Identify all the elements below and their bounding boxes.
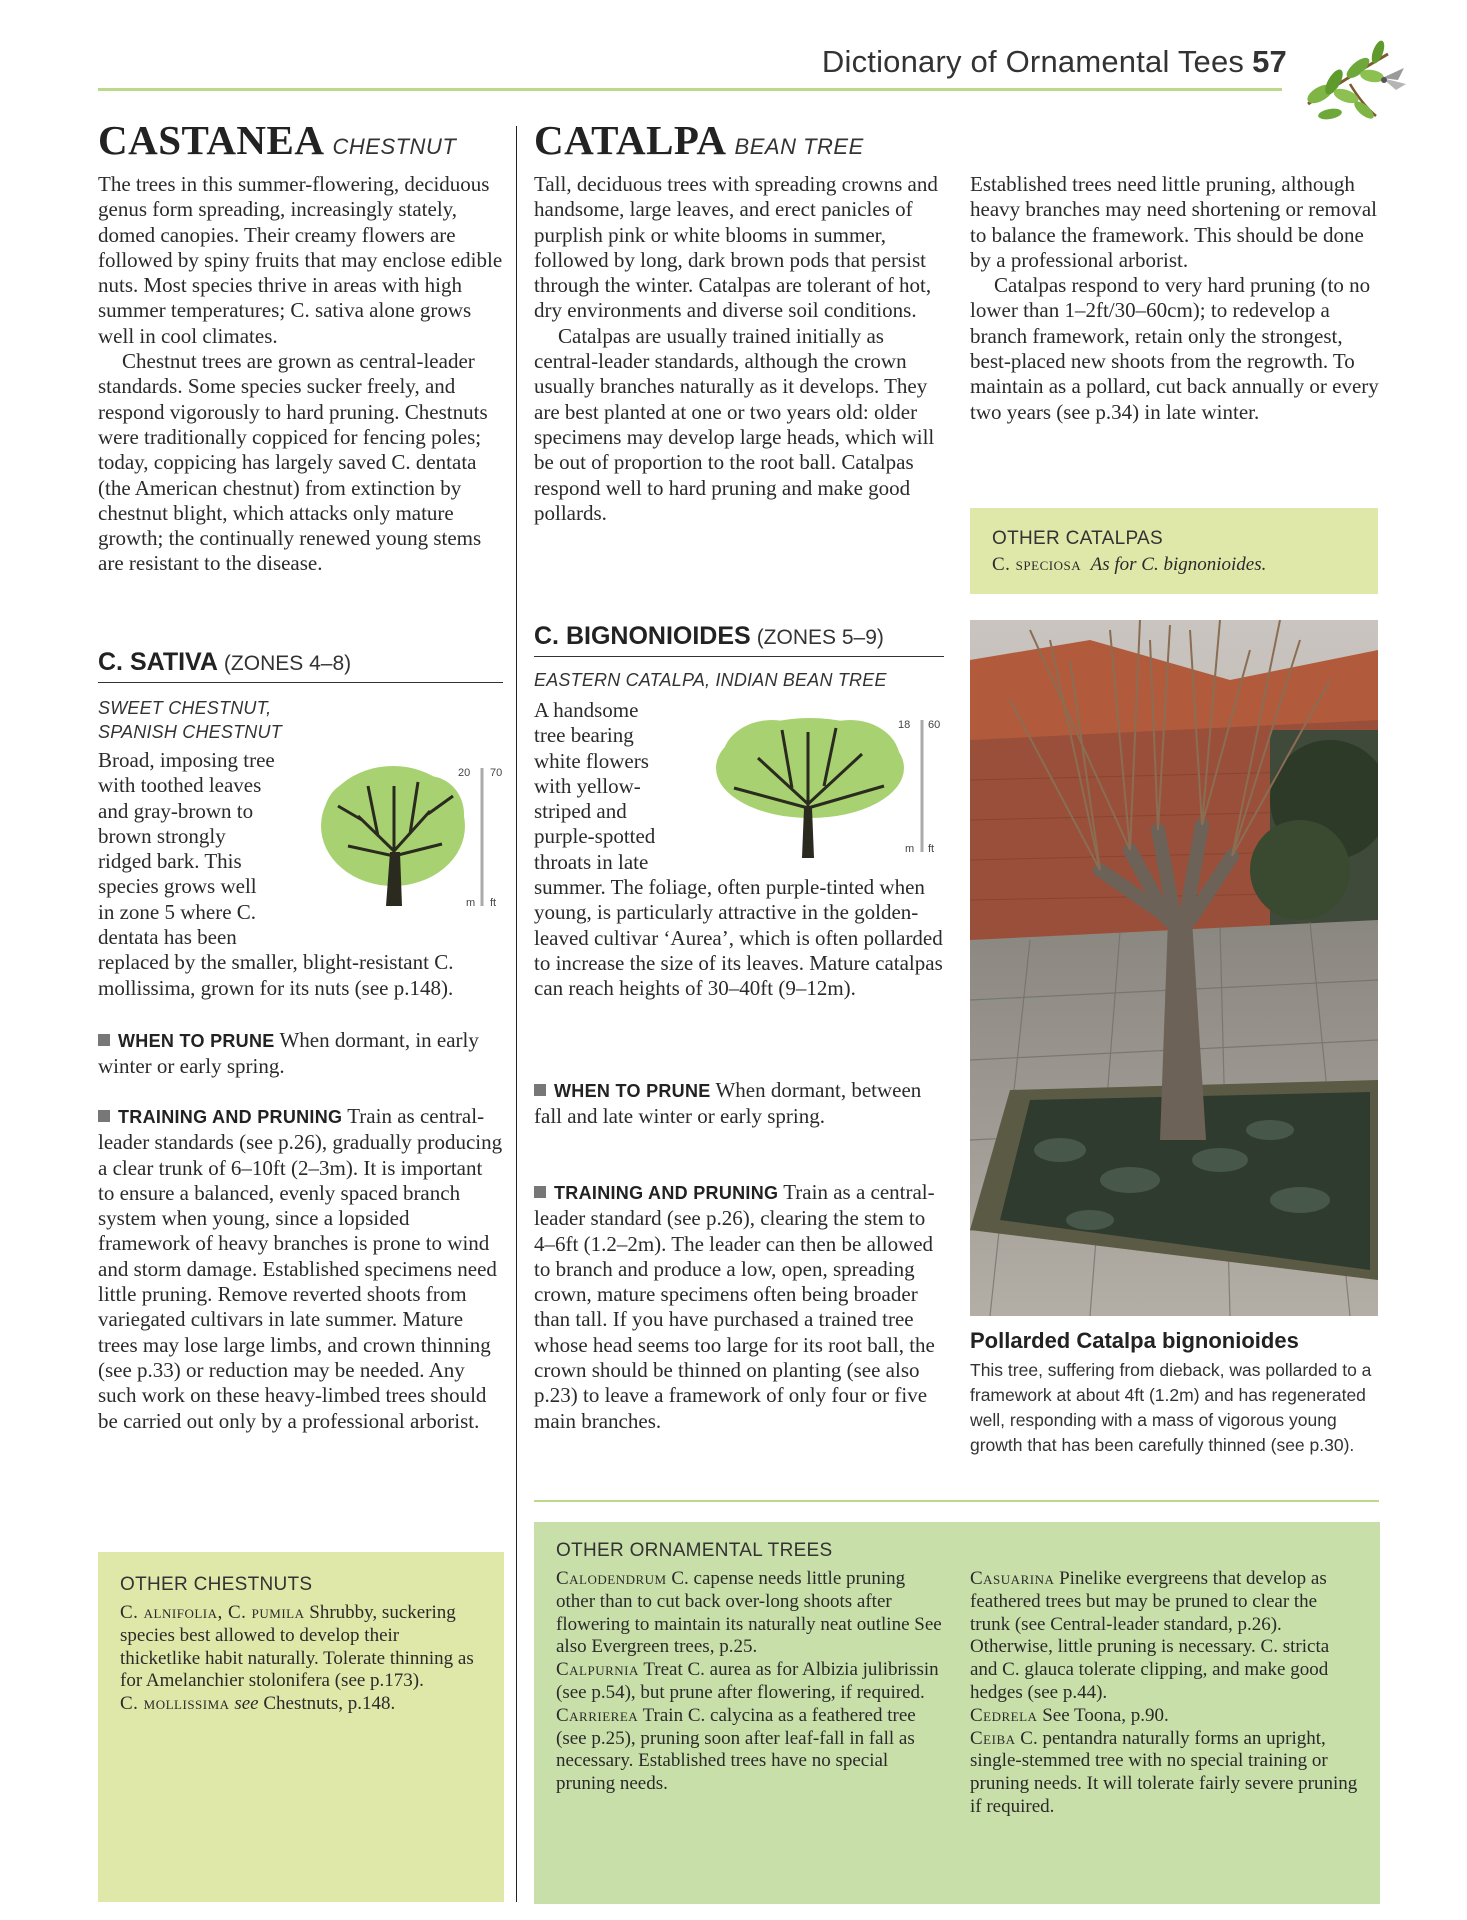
when-label: WHEN TO PRUNE <box>118 1031 275 1051</box>
common-name-line: SWEET CHESTNUT, <box>98 698 272 718</box>
box-entries <box>120 1602 480 1716</box>
header-rule <box>98 88 1282 91</box>
box-entry <box>992 554 1362 577</box>
entry-text: See Toona, p.90. <box>1042 1704 1169 1726</box>
page-number: 57 <box>1252 44 1287 79</box>
common-name-line: SPANISH CHESTNUT <box>98 722 282 742</box>
photo-caption-title: Pollarded Catalpa bignonioides <box>970 1328 1299 1353</box>
entry-name: Calodendrum <box>556 1568 667 1589</box>
entry-name: C. alnifolia, C. pumila <box>120 1602 305 1623</box>
scale-m-value: 18 <box>898 719 911 731</box>
entry-name: Ceiba <box>970 1727 1016 1749</box>
entry-text: C. pentandra naturally forms an upright, single-stemmed tree with no special training or pruning needs. It will tolerate fairly severe pruning if required. <box>970 1727 1358 1817</box>
c-bignonioides-description <box>534 698 944 1002</box>
c-bignonioides-heading <box>534 622 884 651</box>
species-desc: A handsome tree bearing white flowers with yellow-striped and purple-spotted throats in late summer. The foliage, often purple-tinted when young, is particularly attractive in the golden-leaved cultivar ‘Aurea’, which is often pollarded to increase the size of its leaves. Mature catalpas can reach heights of 30–40ft (9–12m). <box>534 698 943 1001</box>
entry-name: Carrierea <box>556 1704 639 1726</box>
entry-see: see <box>234 1693 259 1715</box>
castanea-intro-p1: The trees in this summer-flowering, deciduous genus form spreading, increasingly stately, domed canopies. Their creamy flowers are followed by spiny fruits that may enclose edible nuts. Most species thrive in areas with high summer temperatures; C. sativa alone grows well in cool climates. <box>98 172 503 348</box>
entry-text: Treat C. aurea as for Albizia julibrissin (see p.54), but prune after flowering, if required. <box>556 1659 939 1703</box>
catalpa-intro-p2: Catalpas are usually trained initially as central-leader standards, although the crown usually branches naturally as it develops. They are best planted at one or two years old: older specimens may develop large heads, which will be out of proportion to the root ball. Catalpas respond well to hard pruning and make good pollards. <box>534 323 935 525</box>
entry-text: Train C. calycina as a feathered tree (see p.25), pruning soon after leaf-fall in fall as necessary. Established trees have no special pruning needs. <box>556 1704 916 1795</box>
entry-text: C. capense needs little pruning other than to cut back over-long shoots after flowering to maintain its naturally neat outline See also Evergreen trees, p.25. <box>556 1568 942 1658</box>
scale-m-unit: m <box>905 843 915 855</box>
entry-name: C. speciosa <box>992 554 1082 575</box>
box-title: OTHER CHESTNUTS <box>120 1574 313 1595</box>
ornamental-right-column <box>970 1568 1360 1819</box>
catalpa-heading <box>534 116 864 164</box>
when-text: When dormant, in early winter or early spring. <box>98 1028 479 1079</box>
c-bignonioides-training <box>534 1180 944 1434</box>
catalpa-col3-p2: Catalpas respond to very hard pruning (to no lower than 1–2ft/30–60cm); to redevelop a branch framework, retain only the strongest, best-placed new shoots from the regrowth. To maintain as a pollard, cut back annually or every two years (see p.34) in late winter. <box>970 273 1379 424</box>
scale-ft-value: 60 <box>928 719 941 731</box>
species-zones: (ZONES 4–8) <box>223 652 352 675</box>
when-label: WHEN TO PRUNE <box>554 1081 711 1101</box>
c-sativa-training <box>98 1104 503 1434</box>
c-sativa-description <box>98 748 503 1001</box>
box-title: OTHER ORNAMENTAL TREES <box>556 1540 833 1561</box>
entry-text: Shrubby, suckering species best allowed to develop their thicketlike habit naturally. Tolerate thinning as for Amelanchier stolonifera (see p.173). <box>120 1602 474 1692</box>
pollarded-catalpa-photo <box>970 620 1378 1316</box>
scale-ft-value: 70 <box>490 767 503 779</box>
genus-common-name: BEAN TREE <box>734 134 864 159</box>
square-bullet-icon <box>98 1110 110 1122</box>
genus-name: CASTANEA <box>98 117 325 163</box>
square-bullet-icon <box>534 1084 546 1096</box>
genus-name: CATALPA <box>534 117 727 163</box>
catalpa-intro <box>534 172 944 526</box>
c-sativa-when-to-prune <box>98 1028 503 1080</box>
entry-text: Chestnuts, p.148. <box>263 1693 396 1715</box>
square-bullet-icon <box>534 1186 546 1198</box>
header-title: Dictionary of Ornamental Tees <box>821 44 1245 79</box>
float-spacer <box>275 748 503 928</box>
scale-m-unit: m <box>466 897 476 909</box>
column-divider <box>516 126 517 1902</box>
ornamental-left-column <box>556 1568 942 1796</box>
training-label: TRAINING AND PRUNING <box>554 1183 779 1203</box>
entry-name: C. mollissima <box>120 1693 230 1715</box>
other-ornamental-trees-box <box>534 1522 1380 1904</box>
scale-ft-unit: ft <box>928 843 935 855</box>
entry-name: Casuarina <box>970 1568 1055 1589</box>
c-bignonioides-common-name: EASTERN CATALPA, INDIAN BEAN TREE <box>534 670 887 690</box>
training-text: Train as a central-leader standard (see p.26), clearing the stem to 4–6ft (1.2–2m). The leader can then be allowed to branch and produce a low, open, spreading crown, mature specimens often being broader than tall. If you have purchased a trained tree whose head seems too large for its root ball, the crown should be thinned on planting (see also p.23) to leave a framework of only four or five main branches. <box>534 1180 935 1433</box>
castanea-intro <box>98 172 503 577</box>
c-sativa-common-names <box>98 696 503 744</box>
other-catalpas-box <box>970 508 1378 594</box>
catalpa-intro-p1: Tall, deciduous trees with spreading crowns and handsome, large leaves, and erect panicles of purplish pink or white blooms in summer, followed by long, dark brown pods that persist through the winter. Catalpas are tolerant of hot, dry environments and diverse soil conditions. <box>534 172 938 323</box>
c-bignonioides-when-to-prune <box>534 1078 934 1130</box>
running-header <box>822 44 1287 80</box>
catalpa-col3-text <box>970 172 1380 425</box>
scale-ft-unit: ft <box>490 897 497 909</box>
castanea-intro-p2: Chestnut trees are grown as central-leader standards. Some species sucker freely, and respond vigorously to hard pruning. Chestnuts were traditionally coppiced for fencing poles; today, coppicing has largely saved C. dentata (the American chestnut) from extinction by chestnut blight, which attacks only mature growth; the continually renewed young stems are resistant to the disease. <box>98 349 488 576</box>
entry-text: Pinelike evergreens that develop as feathered trees but may be pruned to clear the trunk (see Central-leader standard, p.26). Otherwise, little pruning is necessary. C. stricta and C. glauca tolerate clipping, and make good hedges (see p.44). <box>970 1568 1330 1703</box>
castanea-heading <box>98 116 456 164</box>
c-sativa-heading <box>98 648 351 677</box>
leafy-branch-with-pruners-icon <box>1300 34 1410 130</box>
box-title: OTHER CATALPAS <box>992 528 1164 549</box>
scale-m-value: 20 <box>458 767 471 779</box>
entry-name: Calpurnia <box>556 1659 639 1681</box>
entry-name: Cedrela <box>970 1704 1038 1726</box>
training-label: TRAINING AND PRUNING <box>118 1107 343 1127</box>
float-spacer <box>672 698 944 870</box>
species-rule <box>534 656 944 657</box>
when-text: When dormant, between fall and late winter or early spring. <box>534 1078 922 1129</box>
species-zones: (ZONES 5–9) <box>756 626 884 649</box>
species-rule <box>98 682 503 683</box>
species-desc: Broad, imposing tree with toothed leaves and gray-brown to brown strongly ridged bark. This species grows well in zone 5 where C. dentata has been replaced by the smaller, blight-resistant C. mollissima, grown for its nuts (see p.148). <box>98 748 454 1000</box>
training-text: Train as central-leader standards (see p.26), gradually producing a clear trunk of 6–10ft (2–3m). It is important to ensure a balanced, evenly spaced branch system when young, since a lopsided framework of heavy branches is prone to wind and storm damage. Established specimens need little pruning. Remove reverted shoots from variegated cultivars in late summer. Mature trees may lose large limbs, and crown thinning (see p.33) or reduction may be needed. Any such work on these heavy-limbed trees should be carried out only by a professional arborist. <box>98 1104 503 1433</box>
species-name: C. SATIVA <box>98 648 218 676</box>
genus-common-name: CHESTNUT <box>332 134 457 159</box>
photo-caption-text: This tree, suffering from dieback, was pollarded to a framework at about 4ft (1.2m) and has regenerated well, responding with a mass of vigorous young growth that has been carefully thinned (see p.30). <box>970 1360 1372 1455</box>
section-rule <box>534 1500 1379 1502</box>
square-bullet-icon <box>98 1034 110 1046</box>
entry-text: As for C. bignonioides. <box>1090 554 1267 575</box>
species-name: C. BIGNONIOIDES <box>534 622 751 650</box>
other-chestnuts-box <box>98 1552 504 1902</box>
catalpa-col3-p1: Established trees need little pruning, although heavy branches may need shortening or removal to balance the framework. This should be done by a professional arborist. <box>970 172 1378 272</box>
